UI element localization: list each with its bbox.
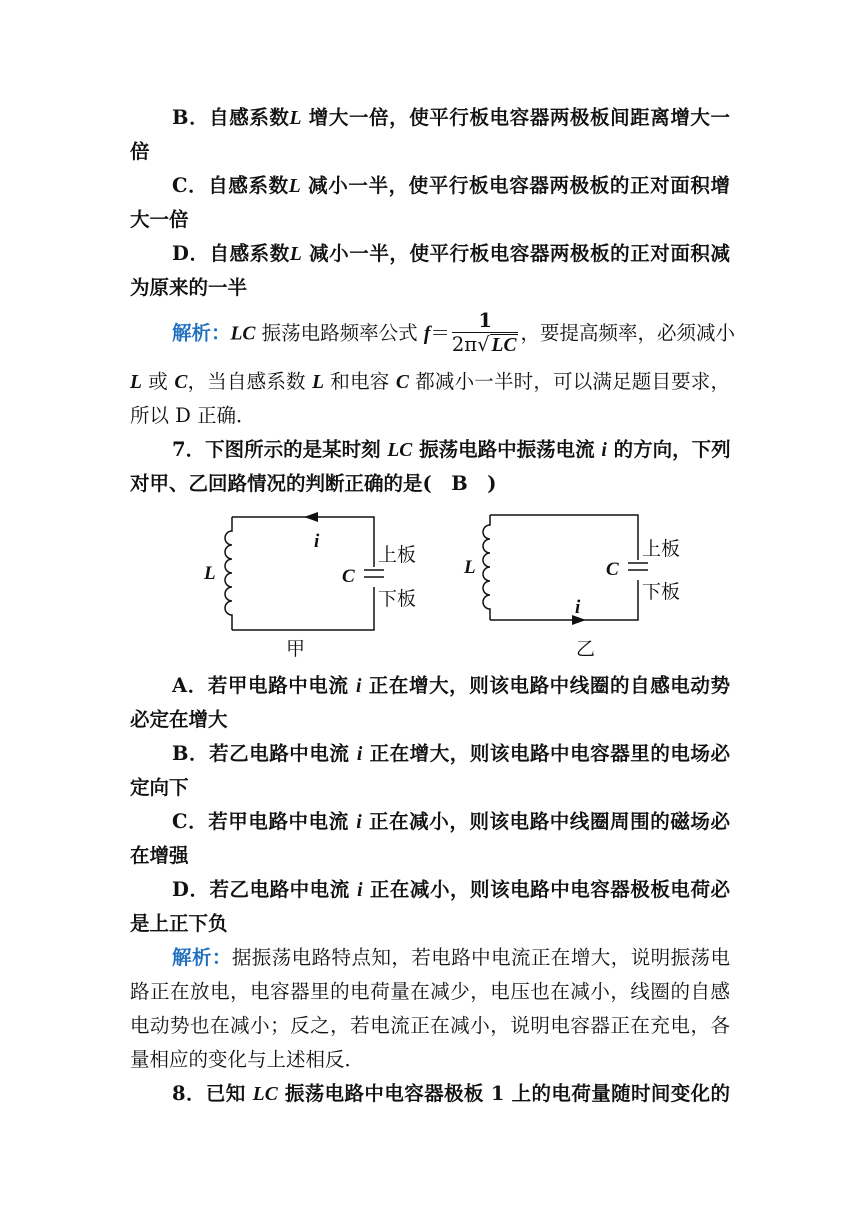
q7-analysis-line1: 解析：据振荡电路特点知，若电路中电流正在增大，说明振荡电: [172, 946, 730, 969]
q7-option-d-line1: D．若乙电路中电流 i 正在减小，则该电路中电容器极板电荷必: [172, 878, 730, 901]
q6-option-d-line2: 为原来的一半: [130, 276, 248, 299]
q7-stem-line2: 对甲、乙回路情况的判断正确的是( B ): [130, 472, 497, 495]
q6-option-b-line2: 倍: [130, 140, 150, 163]
q6-analysis-line3: 所以 D 正确．: [130, 404, 256, 427]
right-inductor-label: L: [464, 557, 476, 578]
frequency-formula-fraction: $\frac{1}{2\pi√ LC}$: [451, 309, 517, 356]
right-bottom-plate-label: 下板: [642, 582, 681, 603]
q7-option-a-line1: A．若甲电路中电流 i 正在增大，则该电路中线圈的自感电动势: [172, 674, 731, 697]
right-circuit-caption: 乙: [576, 639, 596, 660]
q7-option-b-line2: 定向下: [130, 776, 189, 799]
left-top-plate-label: 上板: [378, 545, 417, 566]
q7-analysis-line3: 电动势也在减小；反之，若电流正在减小，说明电容器正在充电，各: [130, 1014, 730, 1037]
left-current-arrow-icon: [304, 512, 318, 522]
right-capacitor-label: C: [606, 559, 619, 580]
q6-analysis-line1: 解析：LC 振荡电路频率公式 f＝ $\frac{1}{2\pi√ LC}$ ，要提高频率，必须减小: [172, 309, 735, 356]
left-current-label: i: [314, 531, 320, 552]
analysis-label: 解析：: [172, 946, 232, 969]
right-current-label: i: [575, 597, 581, 618]
q7-option-c-line1: C．若甲电路中电流 i 正在减小，则该电路中线圈周围的磁场必: [172, 810, 731, 833]
left-inductor-label: L: [204, 563, 216, 584]
left-circuit-caption: 甲: [286, 639, 306, 660]
q7-stem-line1: 7．下图所示的是某时刻 LC 振荡电路中振荡电流 i 的方向，下列: [172, 438, 731, 461]
left-capacitor-label: C: [342, 566, 355, 587]
q6-option-d-line1: D．自感系数L 减小一半，使平行板电容器两极板的正对面积减: [172, 242, 730, 265]
q7-option-c-line2: 在增强: [130, 844, 189, 867]
analysis-label: 解析：: [172, 321, 231, 345]
q7-option-d-line2: 是上正下负: [130, 912, 228, 935]
q6-option-c-line1: C．自感系数L 减小一半，使平行板电容器两极板的正对面积增: [172, 174, 730, 197]
left-inductor-coil: [225, 517, 232, 630]
lc-circuit-diagram: [190, 505, 710, 665]
q6-option-b-line1: B．自感系数L 增大一倍，使平行板电容器两极板间距离增大一: [172, 106, 730, 129]
q7-analysis-line4: 量相应的变化与上述相反．: [130, 1048, 365, 1071]
q8-stem-line1: 8．已知 LC 振荡电路中电容器极板 1 上的电荷量随时间变化的: [172, 1082, 731, 1105]
q7-analysis-line2: 路正在放电，电容器里的电荷量在减少，电压也在减小，线圈的自感: [130, 980, 730, 1003]
q6-analysis-line2: L 或 C，当自感系数 L 和电容 C 都减小一半时，可以满足题目要求，: [130, 370, 730, 393]
right-top-plate-label: 上板: [642, 539, 681, 560]
q6-option-c-line2: 大一倍: [130, 208, 189, 231]
left-bottom-plate-label: 下板: [378, 589, 417, 610]
right-inductor-coil: [483, 515, 490, 620]
q7-option-b-line1: B．若乙电路中电流 i 正在增大，则该电路中电容器里的电场必: [172, 742, 730, 765]
q7-option-a-line2: 必定在增大: [130, 708, 228, 731]
